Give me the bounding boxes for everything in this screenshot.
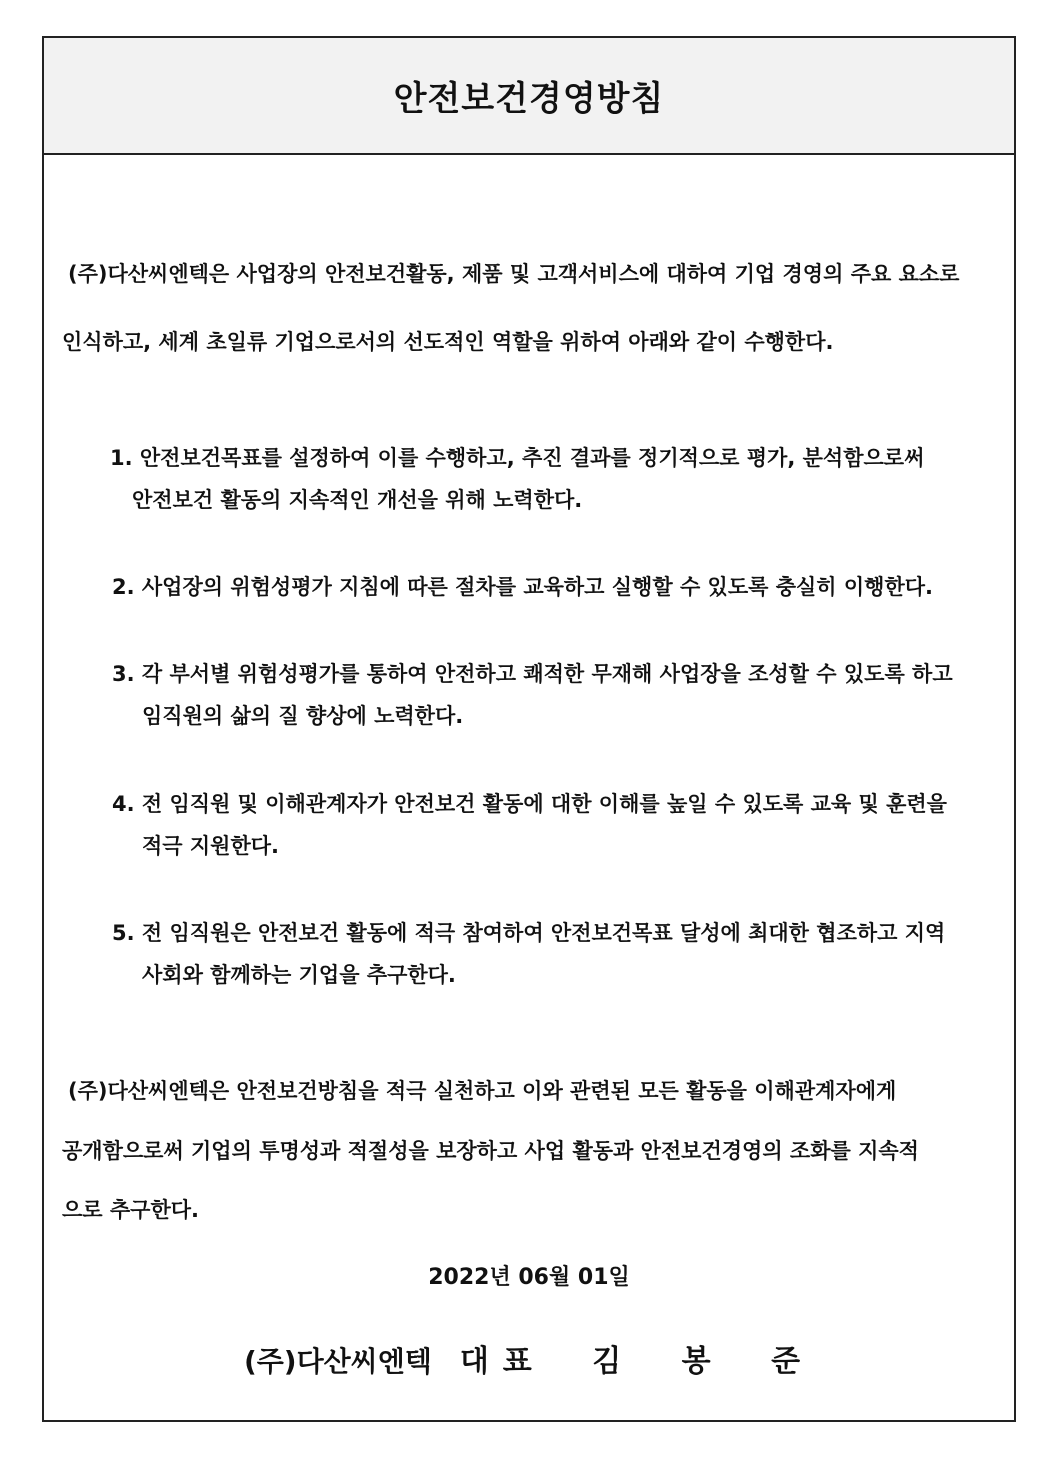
closing-line-1: (주)다산씨엔텍은 안전보건방침을 적극 실천하고 이와 관련된 모든 활동을 이해관계자에게: [68, 1079, 897, 1103]
intro-line-1: (주)다산씨엔텍은 사업장의 안전보건활동, 제품 및 고객서비스에 대하여 기업 경영의 주요 요소로: [68, 262, 960, 286]
item-3-line-2: 임직원의 삶의 질 향상에 노력한다.: [142, 704, 464, 728]
item-5-line-1: 5. 전 임직원은 안전보건 활동에 적극 참여하여 안전보건목표 달성에 최대한 협조하고 지역: [112, 921, 946, 945]
signature-representative: 대표 김 봉 준: [459, 1344, 815, 1379]
issue-date: 2022년 06월 01일: [428, 1265, 630, 1290]
signature-line: [44, 1336, 1014, 1380]
item-1-line-1: 1. 안전보건목표를 설정하여 이를 수행하고, 추진 결과를 정기적으로 평가, 분석함으로써: [110, 446, 925, 470]
intro-line-2: 인식하고, 세계 초일류 기업으로서의 선도적인 역할을 위하여 아래와 같이 수행한다.: [62, 330, 834, 354]
page-title: 안전보건경영방침: [393, 79, 665, 119]
item-3-line-1: 3. 각 부서별 위험성평가를 통하여 안전하고 쾌적한 무재해 사업장을 조성할 수 있도록 하고: [112, 662, 953, 686]
item-4-line-1: 4. 전 임직원 및 이해관계자가 안전보건 활동에 대한 이해를 높일 수 있도록 교육 및 훈련을: [112, 792, 947, 816]
title-bar: [44, 38, 1014, 155]
item-5-line-2: 사회와 함께하는 기업을 추구한다.: [142, 963, 456, 987]
item-2-line-1: 2. 사업장의 위험성평가 지침에 따른 절차를 교육하고 실행할 수 있도록 충실히 이행한다.: [112, 575, 933, 599]
item-1-line-2: 안전보건 활동의 지속적인 개선을 위해 노력한다.: [132, 488, 583, 512]
closing-line-3: 으로 추구한다.: [62, 1198, 200, 1222]
closing-line-2: 공개함으로써 기업의 투명성과 적절성을 보장하고 사업 활동과 안전보건경영의 조화를 지속적: [62, 1139, 919, 1163]
policy-frame: [42, 36, 1016, 1422]
item-4-line-2: 적극 지원한다.: [142, 834, 280, 858]
signature-company: (주)다산씨엔텍: [243, 1345, 432, 1378]
